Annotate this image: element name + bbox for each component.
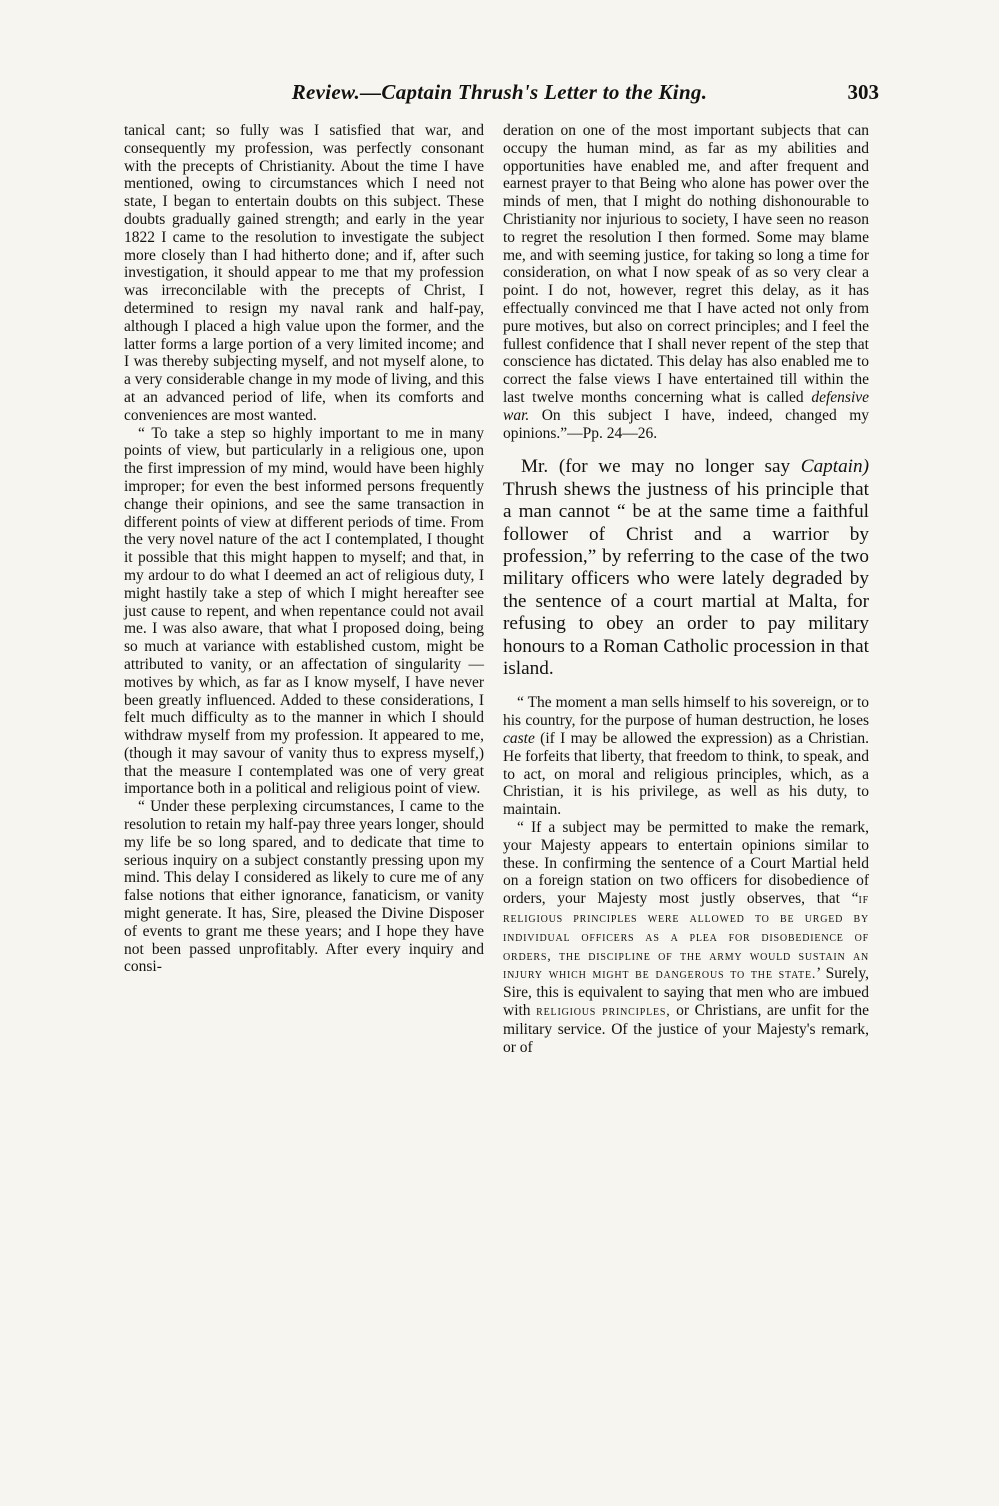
italic-run: caste <box>503 730 535 747</box>
paragraph <box>503 456 869 680</box>
italic-run: Captain) <box>800 456 869 478</box>
italic-run: defensive war. <box>503 388 870 424</box>
paragraph: “ To take a step so highly important to me in many points of view, but particularly in a religious one, upon the first impression of my mind, would have been highly improper; for even the best informed persons frequently change their opinions, and see the same transaction in different points of view at different periods of time. From the very novel nature of the act I contemplated, I thought it possible that this might happen to myself; and that, in my ardour to do what I deemed an act of religious duty, I might hastily take a step of which I might hereafter see just cause to repent, and when repentance could not avail me. I was also aware, that what I proposed doing, being so much at variance with established custom, might be attributed to vanity, or an affectation of singularity —motives by which, as far as I know myself, I have never been greatly influenced. Added to these considerations, I felt much difficulty as to the manner in which I should withdraw myself from my profession. It appeared to me, (though it may savour of vanity thus to express myself,) that the measure I contemplated was one of very great importance both in a political and religious point of view. <box>124 424 484 798</box>
text-run: deration on one of the most important subjects that can occupy the human mind, as far as my abilities and opportunities have enabled me, and after frequent and earnest prayer to that Being who alone has power over the minds of men, that I might do nothing dishonourable to Christianity nor injurious to society, I have seen no reason to regret the resolution I then formed. Some may blame me, and with seeming justice, for taking so long a time for consideration, on what I now speak of as so very clear a point. I do not, however, regret this delay, as it has effectually convinced me that I have acted not only from pure motives, but also on correct principles; and I feel the fullest confidence that I shall never repent of the step that conscience has dictated. This delay has also enabled me to correct the false views I have entertained till within the last twelve months concerning what is called <box>503 122 869 406</box>
left-column <box>124 122 484 976</box>
quoted-block <box>503 122 869 442</box>
text-run: or Christians, are unfit for the military service. Of the justice of your Majesty's remark, or of <box>503 1001 869 1056</box>
paragraph <box>503 819 869 1056</box>
text-run: ’ Surely, Sire, this is equivalent to saying that men who are imbued with <box>503 965 869 1019</box>
quoted-block <box>503 694 869 1056</box>
paragraph: “ Under these perplexing circumstances, I came to the resolution to retain my half-pay three years longer, should my life be so long spared, and to dedicate that time to serious inquiry on a subject constantly pressing upon my mind. This delay I considered as likely to cure me of any false notions that either ignorance, fanaticism, or vanity might generate. It has, Sire, pleased the Divine Disposer of events to grant me these years; and I hope they have not been passed unprofitably. After every inquiry and consi- <box>124 798 484 976</box>
text-run: “ If a subject may be permitted to make the remark, your Majesty appears to entertain opinions similar to these. In confirming the sentence of a Court Martial held on a foreign station on two officers for disobedience of orders, your Majesty most justly observes, that “ <box>503 818 869 908</box>
paragraph <box>503 122 869 442</box>
right-column <box>503 122 869 1056</box>
page-number: 303 <box>847 80 879 104</box>
text-run: On this subject I have, indeed, changed my opinions.”—Pp. 24—26. <box>503 406 869 442</box>
text-run: Thrush shews the justness of his principle that a man cannot “ be at the same time a faithful follower of Christ and a warrior by profession,” by referring to the case of the two military officers who were lately degraded by the sentence of a court martial at Malta, for refusing to obey an order to pay military honours to a Roman Catholic procession in that island. <box>503 478 869 679</box>
text-run: Mr. (for we may no longer say <box>521 456 791 478</box>
text-run: “ The moment a man sells himself to his sovereign, or to his country, for the purpose of human destruction, he loses <box>503 694 869 730</box>
page-header <box>0 78 999 118</box>
small-caps-run: religious principles, <box>536 1003 671 1019</box>
text-run: (if I may be allowed the expression) as a Christian. He forfeits that liberty, that freedom to think, to speak, and to act, on moral and religious principles, which, as a Christian, it is his privilege, as well as his duty, to maintain. <box>503 730 870 819</box>
paragraph <box>503 694 869 819</box>
running-title: Review.—Captain Thrush's Letter to the King. <box>291 80 708 104</box>
paragraph: tanical cant; so fully was I satisfied that war, and consequently my profession, was perfectly consonant with the precepts of Christianity. About the time I have mentioned, owing to circumstances which I need not state, I began to entertain doubts on this subject. These doubts gradually gained strength; and early in the year 1822 I came to the resolution to investigate the subject more closely than I had hitherto done; and if, after such investigation, it should appear to me that my profession was irreconcilable with the precepts of Christ, I determined to resign my naval rank and half-pay, although I placed a high value upon the former, and the latter forms a large portion of a very limited income; and I was thereby subjecting myself, and not myself alone, to a very considerable change in my mode of living, and this at an advanced period of life, when its comforts and conveniences are most wanted. <box>124 122 484 424</box>
small-caps-run: if religious principles were allowed to be urged by individual officers as a plea for disobedience of orders, the discipline of the army would sustain an injury which might be dangerous to the state. <box>503 892 870 983</box>
review-commentary <box>503 456 869 680</box>
